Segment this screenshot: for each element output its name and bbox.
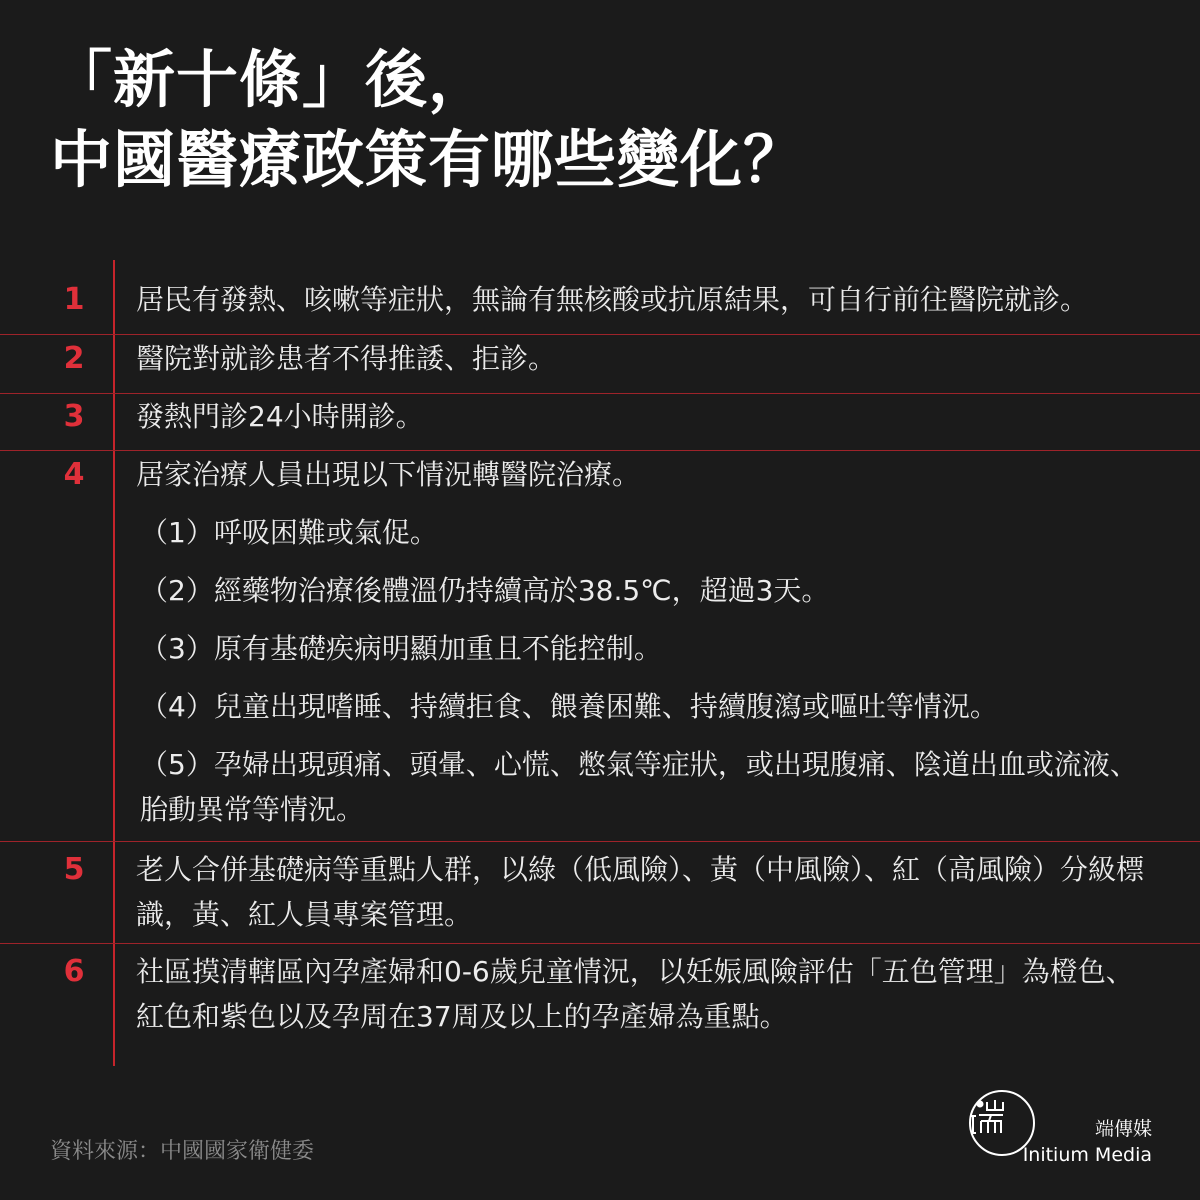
row-text [136,452,1156,832]
table-vertical-divider [113,260,115,1066]
source-note: 資料來源：中國國家衛健委 [50,1139,315,1164]
row-number: 5 [63,852,85,887]
row-divider [0,450,1200,451]
page-title [50,40,1150,200]
brand-name-cn: 端傳媒 [1094,1118,1152,1140]
row-main-text: 居家治療人員出現以下情況轉醫院治療。 [136,458,641,491]
sub-item-5: （5）孕婦出現頭痛、頭暈、心慌、憋氣等症狀，或出現腹痛、陰道出血或流液、胎動異常等情況。 [140,748,1138,826]
row-text: 社區摸清轄區內孕產婦和0-6歲兒童情況，以妊娠風險評估「五色管理」為橙色、紅色和紫色以及孕周在37周及以上的孕產婦為重點。 [136,955,1134,1033]
row-number: 6 [63,954,85,989]
row-text: 發熱門診24小時開診。 [136,400,424,433]
brand-name-en: Initium Media [1022,1144,1152,1166]
row-divider [0,943,1200,944]
title-line-2: 中國醫療政策有哪些變化？ [50,123,807,196]
brand-block [1023,1116,1152,1168]
sub-item-2: （2）經藥物治療後體溫仍持續高於38.5℃，超過3天。 [140,574,830,607]
row-text: 醫院對就診患者不得推諉、拒診。 [136,342,557,375]
sub-item-3: （3）原有基礎疾病明顯加重且不能控制。 [140,632,662,665]
row-text: 老人合併基礎病等重點人群，以綠（低風險）、黃（中風險）、紅（高風險）分級標識，黃、紅人員專案管理。 [136,853,1145,931]
title-line-1: 「新十條」後， [50,43,492,116]
sub-item-4: （4）兒童出現嗜睡、持續拒食、餵養困難、持續腹瀉或嘔吐等情況。 [140,690,998,723]
row-text: 居民有發熱、咳嗽等症狀，無論有無核酸或抗原結果，可自行前往醫院就診。 [136,283,1089,316]
row-divider [0,841,1200,842]
row-divider [0,334,1200,335]
sub-item-1: （1）呼吸困難或氣促。 [140,516,438,549]
row-number: 3 [63,399,85,434]
row-number: 4 [63,457,85,492]
row-number: 2 [63,341,85,376]
row-number: 1 [63,282,85,317]
